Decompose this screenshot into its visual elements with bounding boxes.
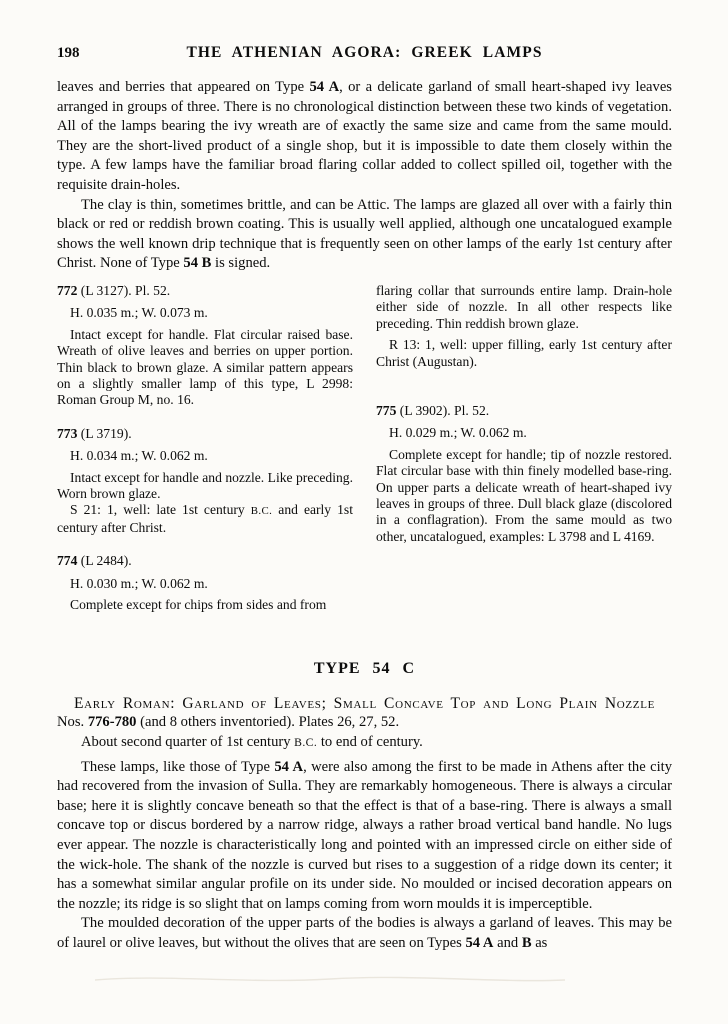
catalog-section bbox=[57, 283, 672, 614]
section-title: TYPE 54 C bbox=[313, 660, 416, 678]
intro-text bbox=[57, 78, 672, 274]
entry-dimensions: H. 0.034 m.; W. 0.062 m. bbox=[70, 448, 208, 464]
entry-context: S 21: 1, well: late 1st century B.C. and early 1st century after Christ. bbox=[57, 502, 353, 535]
entry-dimensions: H. 0.030 m.; W. 0.062 m. bbox=[70, 575, 208, 591]
running-title: THE ATHENIAN AGORA: GREEK LAMPS bbox=[186, 44, 543, 61]
entry-heading: 772 (L 3127). Pl. 52. bbox=[57, 282, 171, 298]
section-paragraph-1: These lamps, like those of Type 54 A, were also among the first to be made in Athens after the city had recovered from the invasion of Sulla. They are remarkably homogeneous. There is always a circular base; here it is slightly concave beneath so that the effect is that of a base-ring. There is always a small concave top or discus bordered by a narrow ridge, always a rather broad vertical band handle. No lugs ever appear. The nozzle is characteristically long and pointed with an impressed circle on either side of the wick-hole. The shank of the nozzle is curved but rises to a suggestion of a ridge down its center; it has a somewhat similar angular profile on its under side. No moulded or incised decoration appears on the nozzle; its ridge is so slight that on lamps coming from worn moulds it is imperceptible. bbox=[57, 758, 672, 912]
entry-description: Intact except for handle and nozzle. Like preceding. Worn brown glaze. bbox=[57, 469, 353, 501]
catalog-entry-772 bbox=[57, 283, 353, 409]
entry-dimensions: H. 0.035 m.; W. 0.073 m. bbox=[70, 305, 208, 321]
entry-dimensions: H. 0.029 m.; W. 0.062 m. bbox=[389, 425, 527, 441]
nos-line: Nos. 776-780 (and 8 others inventoried). Plates 26, 27, 52. bbox=[57, 714, 400, 731]
entry-heading: 773 (L 3719). bbox=[57, 425, 132, 441]
entry-description: Complete except for chips from sides and from bbox=[70, 597, 327, 613]
section-paragraph-2: The moulded decoration of the upper parts of the bodies is always a garland of leaves. This may be of laurel or olive leaves, but without the olives that are seen on Types 54 A and B as bbox=[57, 915, 672, 951]
type-54c-section bbox=[57, 660, 672, 953]
date-line: About second quarter of 1st century B.C. to end of century. bbox=[81, 734, 423, 751]
catalog-column-right bbox=[376, 283, 672, 614]
entry-heading: 775 (L 3902). Pl. 52. bbox=[376, 402, 490, 418]
entry-774-context: R 13: 1, well: upper filling, early 1st century after Christ (Augustan). bbox=[376, 337, 672, 369]
catalog-entry-773 bbox=[57, 426, 353, 536]
page-header bbox=[57, 44, 672, 65]
intro-paragraph-2: The clay is thin, sometimes brittle, and can be Attic. The lamps are glazed all over with a fairly thin black or red or reddish brown coating. This is usually well applied, although one uncatalogued example shows the well known drip technique that is frequently seen on other lamps of the early 1st century after Christ. None of Type 54 B is signed. bbox=[57, 196, 672, 272]
entry-heading: 774 (L 2484). bbox=[57, 553, 132, 569]
section-subtitle: Early Roman: Garland of Leaves; Small Concave Top and Long Plain Nozzle bbox=[73, 695, 656, 713]
entry-774-continuation: flaring collar that surrounds entire lamp. Drain-hole either side of nozzle. In all other respects like preceding. Thin reddish brown glaze. bbox=[376, 282, 672, 331]
catalog-column-left bbox=[57, 283, 353, 614]
catalog-entry-774 bbox=[57, 553, 353, 613]
page-number: 198 bbox=[57, 45, 80, 61]
entry-description: Complete except for handle; tip of nozzle restored. Flat circular base with thin finely modelled base-ring. On upper parts a delicate wreath of heart-shaped ivy leaves in groups of three. Dull black glaze (discolored in a conflagration). From the same mould as two other, uncatalogued, examples: L 3798 and L 4169. bbox=[376, 446, 672, 544]
intro-paragraph-1: leaves and berries that appeared on Type 54 A, or a delicate garland of small heart-shaped ivy leaves arranged in groups of three. There is no chronological distinction between these two kinds of vegetation. All of the lamps bearing the ivy wreath are of exactly the same size and came from the same mould. They are the short-lived product of a single shop, but it is impossible to date them closely within the type. A few lamps have the familiar broad flaring collar added to collect spilled oil, together with the requisite drain-holes. bbox=[57, 79, 672, 193]
entry-description: Intact except for handle. Flat circular raised base. Wreath of olive leaves and berries on upper portion. Thin black to brown glaze. A similar pattern appears on a slightly smaller lamp of this type, L 2998: Roman Group M, no. 16. bbox=[57, 326, 353, 408]
catalog-entry-775 bbox=[376, 403, 672, 545]
scan-smudge-artifact bbox=[95, 972, 565, 986]
